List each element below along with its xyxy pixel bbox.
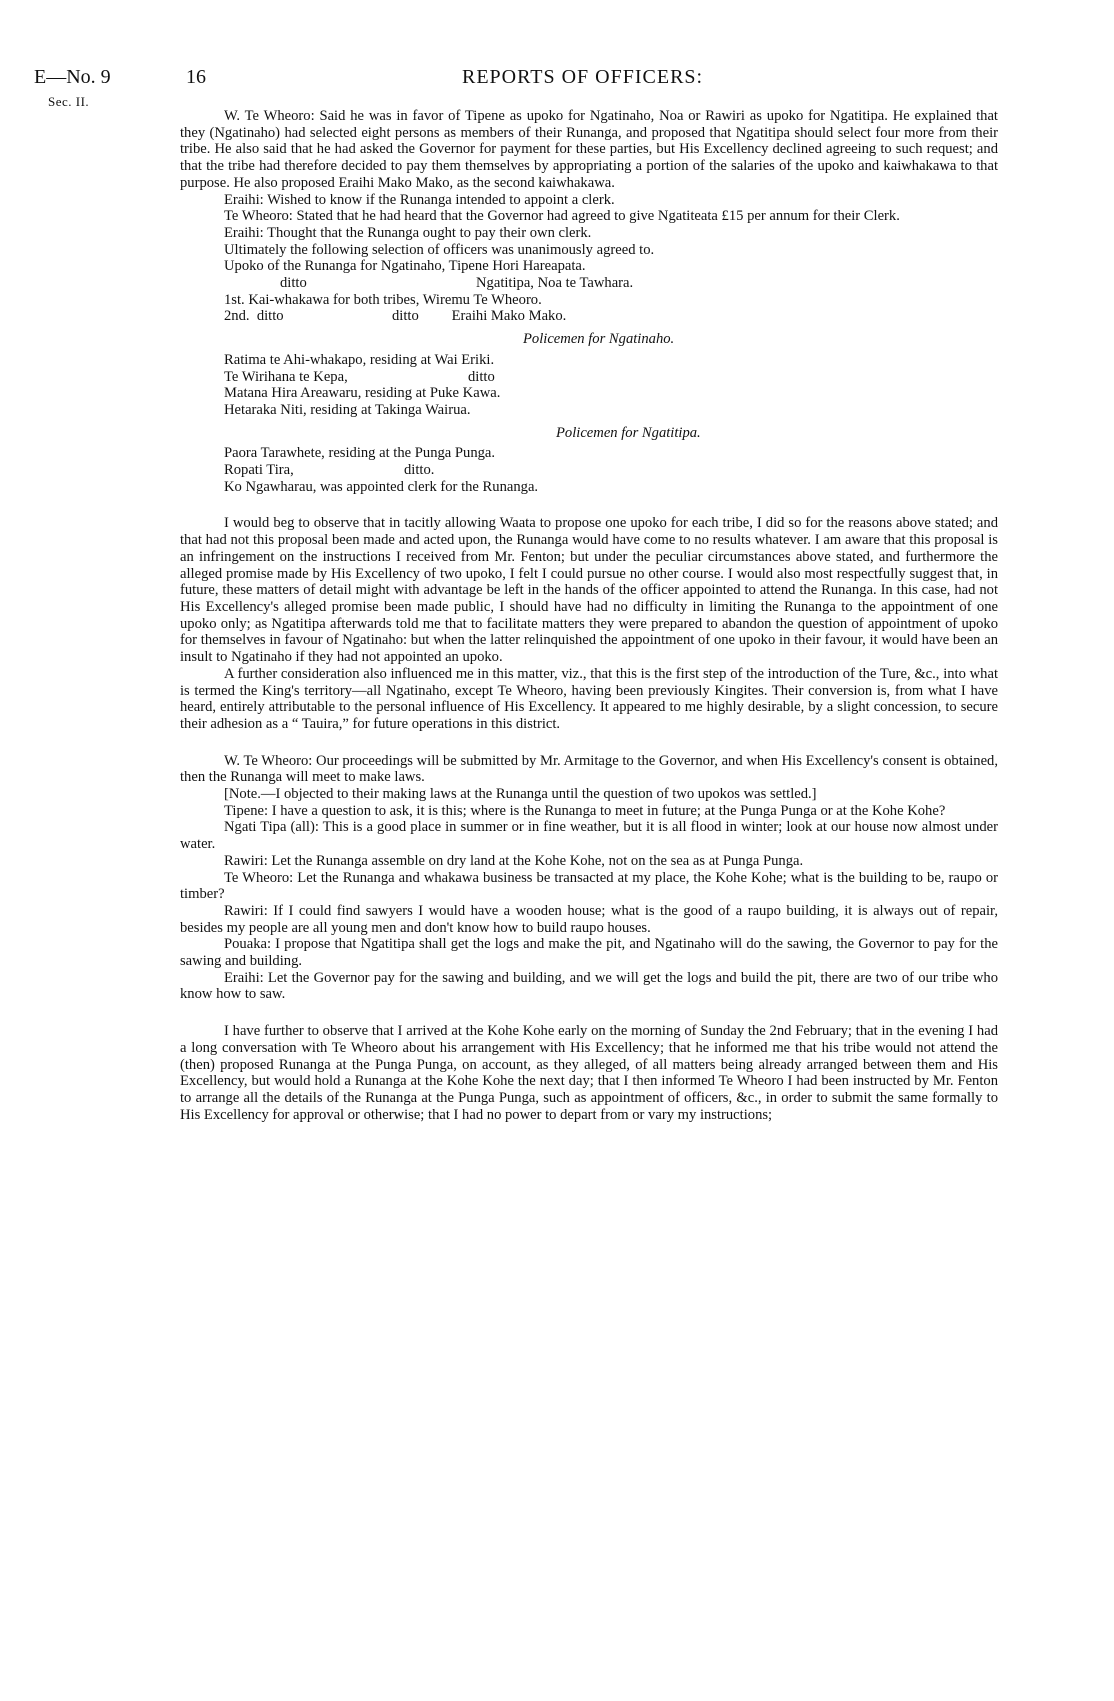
paragraph-te-wheoro-2: Te Wheoro: Stated that he had heard that the Governor had agreed to give Ngatiteata £15 per annum for their Clerk. — [224, 208, 900, 225]
section-label: Sec. II. — [48, 94, 90, 109]
paragraph-discussion-8: Pouaka: I propose that Ngatitipa shall get the logs and make the pit, and Ngatinaho will do the sawing, the Governor to pay for the sawing and building. — [180, 936, 998, 970]
paragraph-note: [Note.—I objected to their making laws at the Runanga until the question of two upokos was settled.] — [224, 786, 817, 803]
clerk-entry: Ko Ngawharau, was appointed clerk for the Runanga. — [224, 478, 539, 495]
officer-row — [180, 258, 998, 275]
policeman-entry: Te Wirihana te Kepa, — [224, 368, 348, 385]
paragraph-eraihi-2: Eraihi: Thought that the Runanga ought to pay their own clerk. — [224, 224, 592, 241]
officer-row — [180, 292, 998, 309]
policeman-entry: Ratima te Ahi-whakapo, residing at Wai Eriki. — [224, 351, 495, 368]
officers-list — [180, 258, 998, 325]
officer-role: 1st. Kai-whakawa for both tribes, — [224, 291, 420, 308]
officer-role: 2nd. ditto — [224, 308, 284, 325]
page-number: 16 — [186, 66, 206, 88]
policeman-entry: Paora Tarawhete, residing at the Punga Punga. — [224, 445, 496, 462]
list-item — [180, 385, 998, 402]
officer-name: Ngatinaho, Tipene Hori Hareapata. — [380, 258, 586, 275]
policeman-residence: ditto. — [404, 462, 435, 479]
paragraph-eraihi-1: Eraihi: Wished to know if the Runanga intended to appoint a clerk. — [224, 191, 615, 208]
officer-name: Ngatitipa, Noa te Tawhara. — [476, 275, 634, 292]
paragraph-discussion-3: Tipene: I have a question to ask, it is this; where is the Runanga to meet in future; at the Punga Punga or at the Kohe Kohe? — [224, 802, 946, 819]
list-item — [180, 479, 998, 496]
document-code: E—No. 9 — [34, 66, 111, 88]
list-item — [180, 462, 998, 479]
heading-policemen-ngatitipa: Policemen for Ngatitipa. — [556, 424, 701, 441]
paragraph-final: I have further to observe that I arrived at the Kohe Kohe early on the morning of Sunday the 2nd February; that in the evening I had a long conversation with Te Wheoro about his arrangement with His Excellency; that he informed me that his tribe would not attend the (then) proposed Runanga at the Punga Punga, on account, as they alleged, of all matters being already arranged between them and His Excellency, but would hold a Runanga at the Kohe Kohe the next day; that I then informed Te Wheoro I had been instructed by Mr. Fenton to arrange all the details of the Runanga at the Punga Punga, such as appointment of officers, &c., in order to submit the same formally to His Excellency for approval or otherwise; that I had no power to depart from or vary my instructions; — [180, 1023, 998, 1123]
paragraph-observation-2: A further consideration also influenced me in this matter, viz., that this is the first step of the introduction of the Ture, &c., into what is termed the King's territory—all Ngatinaho, except Te Wheoro, having been previously Kingites. Their conversion is, from what I have heard, entirely attributable to the personal influence of His Excellency. It appeared to me highly desirable, by a slight concession, to secure their adhesion as a “ Tauira,” for future operations in this district. — [180, 665, 998, 732]
list-item — [180, 445, 998, 462]
paragraph-observation-1: I would beg to observe that in tacitly allowing Waata to propose one upoko for each tribe, I did so for the reasons above stated; and that had not this proposal been made and acted upon, the Runanga would have come to no results whatever. I am aware that this proposal is an infringement on the instructions I received from Mr. Fenton; but under the peculiar circumstances above stated, and furthermore the alleged promise made by His Excellency of two upoko, I felt I could pursue no other course. I would also most respectfully suggest that, in future, these matters of detail might with advantage be left in the hands of the officer appointed to attend the Runanga. In this case, had not His Excellency's alleged promise been made public, I should have had no difficulty in limiting the Runanga to the appointment of one upoko only; as Ngatitipa afterwards told me that to facilitate matters they were prepared to abandon the question of appointment of upoko for themselves in favour of Ngatinaho: but when the latter relinquished the appointment of one upoko in their favour, it would have been an insult to Ngatinaho if they had not appointed an upoko. — [180, 515, 998, 666]
list-item — [180, 352, 998, 369]
heading-policemen-ngatinaho: Policemen for Ngatinaho. — [523, 331, 675, 348]
list-item — [180, 369, 998, 386]
officer-name: Wiremu Te Wheoro. — [422, 291, 542, 308]
page-body — [180, 108, 998, 1123]
paragraph-discussion-1: W. Te Wheoro: Our proceedings will be submitted by Mr. Armitage to the Governor, and when His Excellency's consent is obtained, then the Runanga will meet to make laws. — [180, 752, 998, 786]
policemen-list-ngatinaho — [180, 352, 998, 419]
paragraph-discussion-9: Eraihi: Let the Governor pay for the sawing and building, and we will get the logs and build the pit, there are two of our tribe who know how to saw. — [180, 969, 998, 1003]
paragraph-discussion-6: Te Wheoro: Let the Runanga and whakawa business be transacted at my place, the Kohe Kohe; what is the building to be, raupo or timber? — [180, 869, 998, 903]
page-title: REPORTS OF OFFICERS: — [462, 66, 704, 88]
policeman-residence: ditto — [468, 368, 495, 385]
paragraph-selection: Ultimately the following selection of officers was unanimously agreed to. — [224, 241, 655, 258]
policeman-entry: Ropati Tira, — [224, 462, 294, 479]
paragraph-te-wheoro-1: W. Te Wheoro: Said he was in favor of Tipene as upoko for Ngatinaho, Noa or Rawiri as upoko for Ngatitipa. He explained that they (Ngatinaho) had selected eight persons as members of their Runanga, and proposed that Ngatitipa should select four more from their tribe. He also said that he had asked the Governor for payment for these parties, but His Excellency declined agreeing to such request; and that the tribe had therefore decided to pay them themselves by appropriating a portion of the salaries of the upoko and kaiwhakawa to that purpose. He also proposed Eraihi Mako Mako, as the second kaiwhakawa. — [180, 108, 998, 191]
paragraph-discussion-5: Rawiri: Let the Runanga assemble on dry land at the Kohe Kohe, not on the sea as at Punga Punga. — [224, 852, 804, 869]
officer-row — [180, 275, 998, 292]
officer-name: ditto Eraihi Mako Mako. — [392, 308, 567, 325]
list-item — [180, 402, 998, 419]
paragraph-discussion-4: Ngati Tipa (all): This is a good place in summer or in fine weather, but it is all flood in winter; look at our house now almost under water. — [180, 819, 998, 853]
policeman-entry: Matana Hira Areawaru, residing at Puke Kawa. — [224, 385, 501, 402]
policemen-list-ngatitipa — [180, 445, 998, 495]
officer-row — [180, 308, 998, 325]
officer-role: Upoko of the Runanga for — [224, 258, 378, 275]
policeman-entry: Hetaraka Niti, residing at Takinga Wairua. — [224, 401, 471, 418]
officer-role: ditto — [280, 275, 307, 292]
paragraph-discussion-7: Rawiri: If I could find sawyers I would have a wooden house; what is the good of a raupo building, it is always out of repair, besides my people are all young men and don't know how to build raupo houses. — [180, 902, 998, 936]
